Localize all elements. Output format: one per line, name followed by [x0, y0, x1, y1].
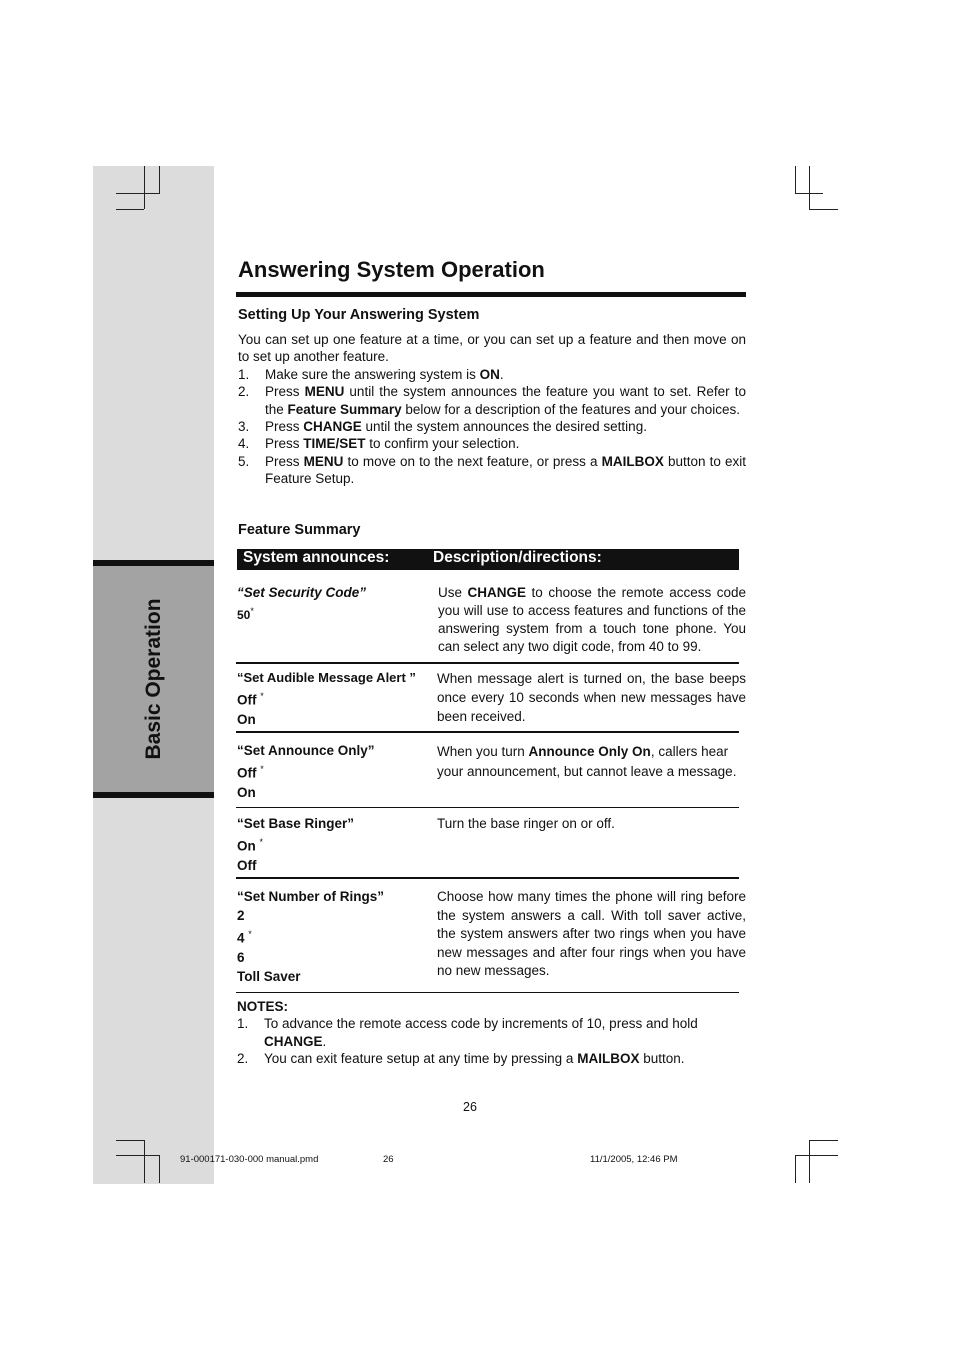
feature-option: Off *: [237, 691, 264, 708]
note-item: 2. You can exit feature setup at any time by pressing a MAILBOX button.: [237, 1051, 685, 1067]
table-row: [237, 668, 427, 729]
table-row: [237, 887, 427, 986]
column-header-description: Description/directions:: [433, 549, 602, 566]
feature-name: “Set Audible Message Alert ”: [237, 670, 416, 685]
setup-step: 5. Press MENU to move on to the next feature, or press a MAILBOX button to exit Feature Setup.: [238, 453, 746, 487]
setup-body: [238, 331, 746, 488]
feature-option: On *: [237, 837, 264, 854]
row-divider: [236, 807, 739, 808]
setup-heading: Setting Up Your Answering System: [238, 307, 480, 323]
page-number: 26: [463, 1100, 477, 1114]
row-divider: [236, 662, 739, 664]
setup-step: 2. Press MENU until the system announces the feature you want to set. Refer to the Feature Summary below for a description of the features and your choices.: [238, 384, 746, 417]
page-title: Answering System Operation: [238, 257, 545, 282]
notes-heading: NOTES:: [237, 999, 289, 1014]
note-item: 1. To advance the remote access code by increments of 10, press and hold CHANGE.: [237, 1016, 698, 1049]
feature-option: On: [237, 711, 256, 727]
feature-option: Off *: [237, 764, 264, 781]
feature-name: “Set Number of Rings”: [237, 889, 385, 904]
row-divider: [236, 992, 739, 993]
feature-description: Choose how many times the phone will ring before the system answers a call. With toll saver active, the system answers after two rings when you have new messages and after four rings when you have no new messages.: [437, 889, 746, 979]
table-header: [237, 549, 739, 570]
footer-page: 26: [383, 1154, 394, 1165]
table-row: [237, 741, 427, 802]
setup-step: 4. Press TIME/SET to confirm your selection.: [238, 436, 520, 452]
feature-option: 2: [237, 908, 245, 923]
footer-datetime: 11/1/2005, 12:46 PM: [590, 1154, 678, 1165]
setup-step: 3. Press CHANGE until the system announces the desired setting.: [238, 419, 647, 435]
feature-option: 50*: [237, 606, 254, 622]
feature-summary-heading: Feature Summary: [238, 522, 361, 538]
table-row: [237, 583, 427, 625]
feature-name: “Set Base Ringer”: [237, 816, 355, 831]
feature-option: On: [237, 784, 256, 800]
title-rule: [236, 292, 746, 297]
section-tab: [93, 560, 214, 798]
feature-option: 4 *: [237, 929, 252, 946]
feature-option: Toll Saver: [237, 968, 301, 984]
row-divider: [236, 731, 739, 733]
feature-name: “Set Announce Only”: [237, 743, 375, 758]
column-header-announces: System announces:: [243, 549, 390, 566]
feature-description: When message alert is turned on, the base beeps once every 10 seconds when new messages have been received.: [437, 671, 746, 724]
feature-name: “Set Security Code”: [237, 585, 367, 600]
feature-description: Turn the base ringer on or off.: [437, 816, 615, 831]
section-tab-label: Basic Operation: [141, 598, 165, 760]
feature-option: Off: [237, 857, 257, 873]
setup-intro: You can set up one feature at a time, or you can set up a feature and then move on to set up another feature.: [238, 332, 746, 365]
feature-option: 6: [237, 949, 245, 965]
setup-step: 1. Make sure the answering system is ON.: [238, 366, 504, 382]
feature-description: When you turn Announce Only On, callers hear your announcement, but cannot leave a message.: [437, 744, 737, 779]
footer-filename: 91-000171-030-000 manual.pmd: [180, 1154, 319, 1165]
table-row: [237, 814, 427, 875]
feature-description: Use CHANGE to choose the remote access code you will use to access features and functions of the answering system from a touch tone phone. You can select any two digit code, from 40 to 99.: [438, 585, 746, 654]
notes: [237, 998, 746, 1068]
row-divider: [236, 877, 739, 879]
